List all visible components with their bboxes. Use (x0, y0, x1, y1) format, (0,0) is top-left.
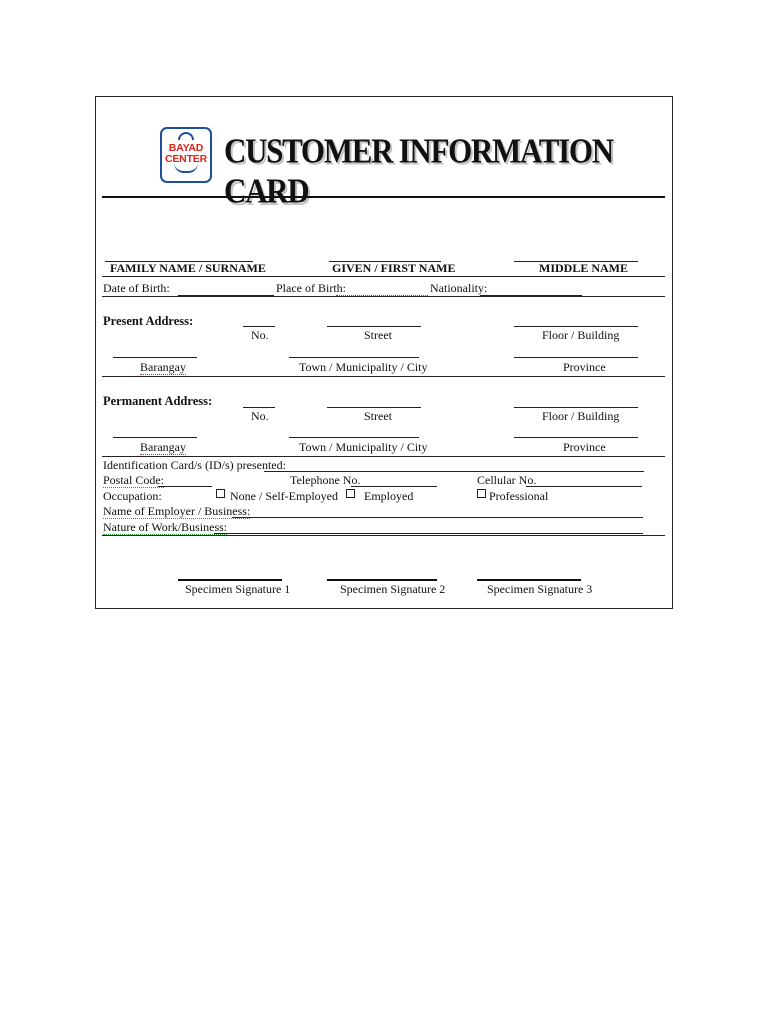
permanent-town-field[interactable] (289, 437, 419, 438)
professional-label: Professional (489, 489, 549, 503)
date-of-birth-label: Date of Birth: (103, 281, 170, 295)
employed-checkbox[interactable] (346, 489, 355, 498)
employer-label: Name of Employer / Business: (103, 504, 251, 518)
telephone-field[interactable] (351, 486, 437, 487)
professional-checkbox[interactable] (477, 489, 486, 498)
permanent-address-divider (102, 456, 665, 457)
permanent-barangay-field[interactable] (113, 437, 197, 438)
postal-code-label: Postal Code: (103, 473, 165, 487)
form-title: CUSTOMER INFORMATION CARD (224, 131, 613, 211)
present-no-field[interactable] (243, 326, 275, 327)
permanent-street-label: Street (364, 409, 392, 423)
customer-information-card (95, 96, 673, 609)
signature-3-line[interactable] (477, 579, 581, 581)
present-barangay-field[interactable] (113, 357, 197, 358)
present-street-field[interactable] (327, 326, 421, 327)
permanent-barangay-label: Barangay (140, 440, 186, 454)
logo-roof-shape (178, 132, 194, 140)
present-address-heading: Present Address: (103, 314, 194, 328)
family-name-label: FAMILY NAME / SURNAME (110, 261, 266, 275)
permanent-town-label: Town / Municipality / City (299, 440, 428, 454)
present-street-label: Street (364, 328, 392, 342)
cellular-label: Cellular No. (477, 473, 537, 487)
identification-label: Identification Card/s (ID/s) presented: (103, 458, 286, 472)
permanent-province-label: Province (563, 440, 606, 454)
present-province-label: Province (563, 360, 606, 374)
present-address-divider (102, 376, 665, 377)
nationality-label: Nationality: (430, 281, 488, 295)
present-floor-label: Floor / Building (542, 328, 620, 342)
signature-1-line[interactable] (178, 579, 282, 581)
permanent-street-field[interactable] (327, 407, 421, 408)
title-divider (102, 196, 665, 198)
dob-row-divider (102, 296, 665, 297)
employer-field[interactable] (232, 517, 643, 518)
permanent-address-heading: Permanent Address: (103, 394, 213, 408)
signature-3-label: Specimen Signature 3 (487, 582, 593, 596)
permanent-floor-label: Floor / Building (542, 409, 620, 423)
employed-label: Employed (364, 489, 414, 503)
place-of-birth-label: Place of Birth: (276, 281, 346, 295)
none-self-employed-label: None / Self-Employed (230, 489, 338, 503)
present-town-label: Town / Municipality / City (299, 360, 428, 374)
bayad-center-logo (160, 127, 212, 183)
name-row-divider (102, 276, 665, 277)
permanent-no-label: No. (251, 409, 269, 423)
present-barangay-label: Barangay (140, 360, 186, 374)
signature-1-label: Specimen Signature 1 (185, 582, 291, 596)
permanent-no-field[interactable] (243, 407, 275, 408)
details-bottom-divider (102, 535, 665, 536)
nature-of-work-field[interactable] (214, 533, 643, 534)
given-name-label: GIVEN / FIRST NAME (332, 261, 456, 275)
logo-smile-shape (174, 163, 198, 173)
occupation-label: Occupation: (103, 489, 162, 503)
none-self-employed-checkbox[interactable] (216, 489, 225, 498)
middle-name-label: MIDDLE NAME (539, 261, 628, 275)
present-floor-field[interactable] (514, 326, 638, 327)
identification-field[interactable] (264, 471, 644, 472)
permanent-floor-field[interactable] (514, 407, 638, 408)
cellular-field[interactable] (526, 486, 642, 487)
present-no-label: No. (251, 328, 269, 342)
nature-of-work-label: Nature of Work/Business: (103, 520, 228, 534)
present-province-field[interactable] (514, 357, 638, 358)
postal-code-field[interactable] (158, 486, 212, 487)
signature-2-line[interactable] (327, 579, 437, 581)
present-town-field[interactable] (289, 357, 419, 358)
signature-2-label: Specimen Signature 2 (340, 582, 446, 596)
logo-text-line2: CENTER (165, 153, 207, 165)
telephone-label: Telephone No. (290, 473, 361, 487)
logo-text-line1: BAYAD (168, 142, 204, 154)
permanent-province-field[interactable] (514, 437, 638, 438)
